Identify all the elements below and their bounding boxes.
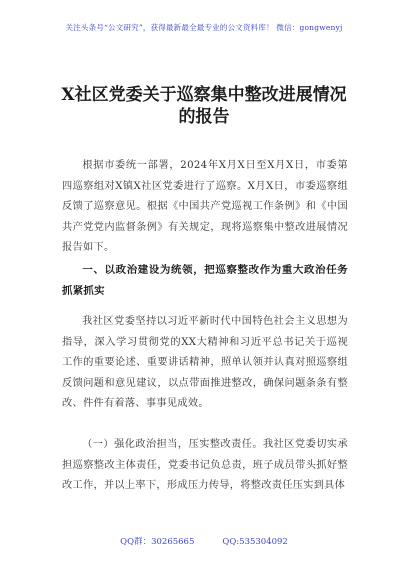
footer-contact (0, 535, 408, 547)
section-1-paragraph-2-text: （一）强化政治担当，压实整改责任。我社区党委切实承担巡察整改主体责任，党委书记负总责，班子成员带头抓好整改工作，并以上率下，形成压力传导，将整改责任压实到具体 (62, 439, 348, 492)
footer-qq: QQ:535304092 (222, 537, 288, 547)
section-1-paragraph-1 (62, 312, 348, 415)
title-line-2: 的报告 (178, 107, 230, 127)
intro-text: 根据市委统一部署，2024年X月X日至X月X日，市委第四巡察组对X镇X社区党委进行了巡察。X月X日，市委巡察组反馈了巡察意见。根据《中国共产党巡视工作条例》和《中国共产党党内监督条例》有关规定，现将巡察集中整改进展情况报告如下。 (62, 160, 348, 254)
header-banner: 关注头条号“公文研究”，获得最新最全最专业的公文资料库！ 微信：gongwenyj (65, 23, 343, 32)
intro-paragraph (62, 156, 348, 259)
section-1-heading-text: 一、以政治建设为统领，把巡察整改作为重大政治任务抓紧抓实 (62, 264, 348, 297)
document-title (30, 84, 378, 128)
title-line-1: X社区党委关于巡察集中整改进展情况 (61, 85, 347, 105)
section-1-paragraph-2 (62, 435, 348, 497)
footer-qq-group: QQ群：30265665 (120, 537, 195, 547)
section-1-paragraph-1-text: 我社区党委坚持以习近平新时代中国特色社会主义思想为指导，深入学习贯彻党的XX大精神和习近平总书记关于巡视工作的重要论述、重要讲话精神，照单认领并认真对照巡察组反馈问题和意见建议，以点带面推进整改，确保问题条条有整改、件件有着落、事事见成效。 (62, 316, 348, 410)
section-1-heading (62, 260, 348, 301)
